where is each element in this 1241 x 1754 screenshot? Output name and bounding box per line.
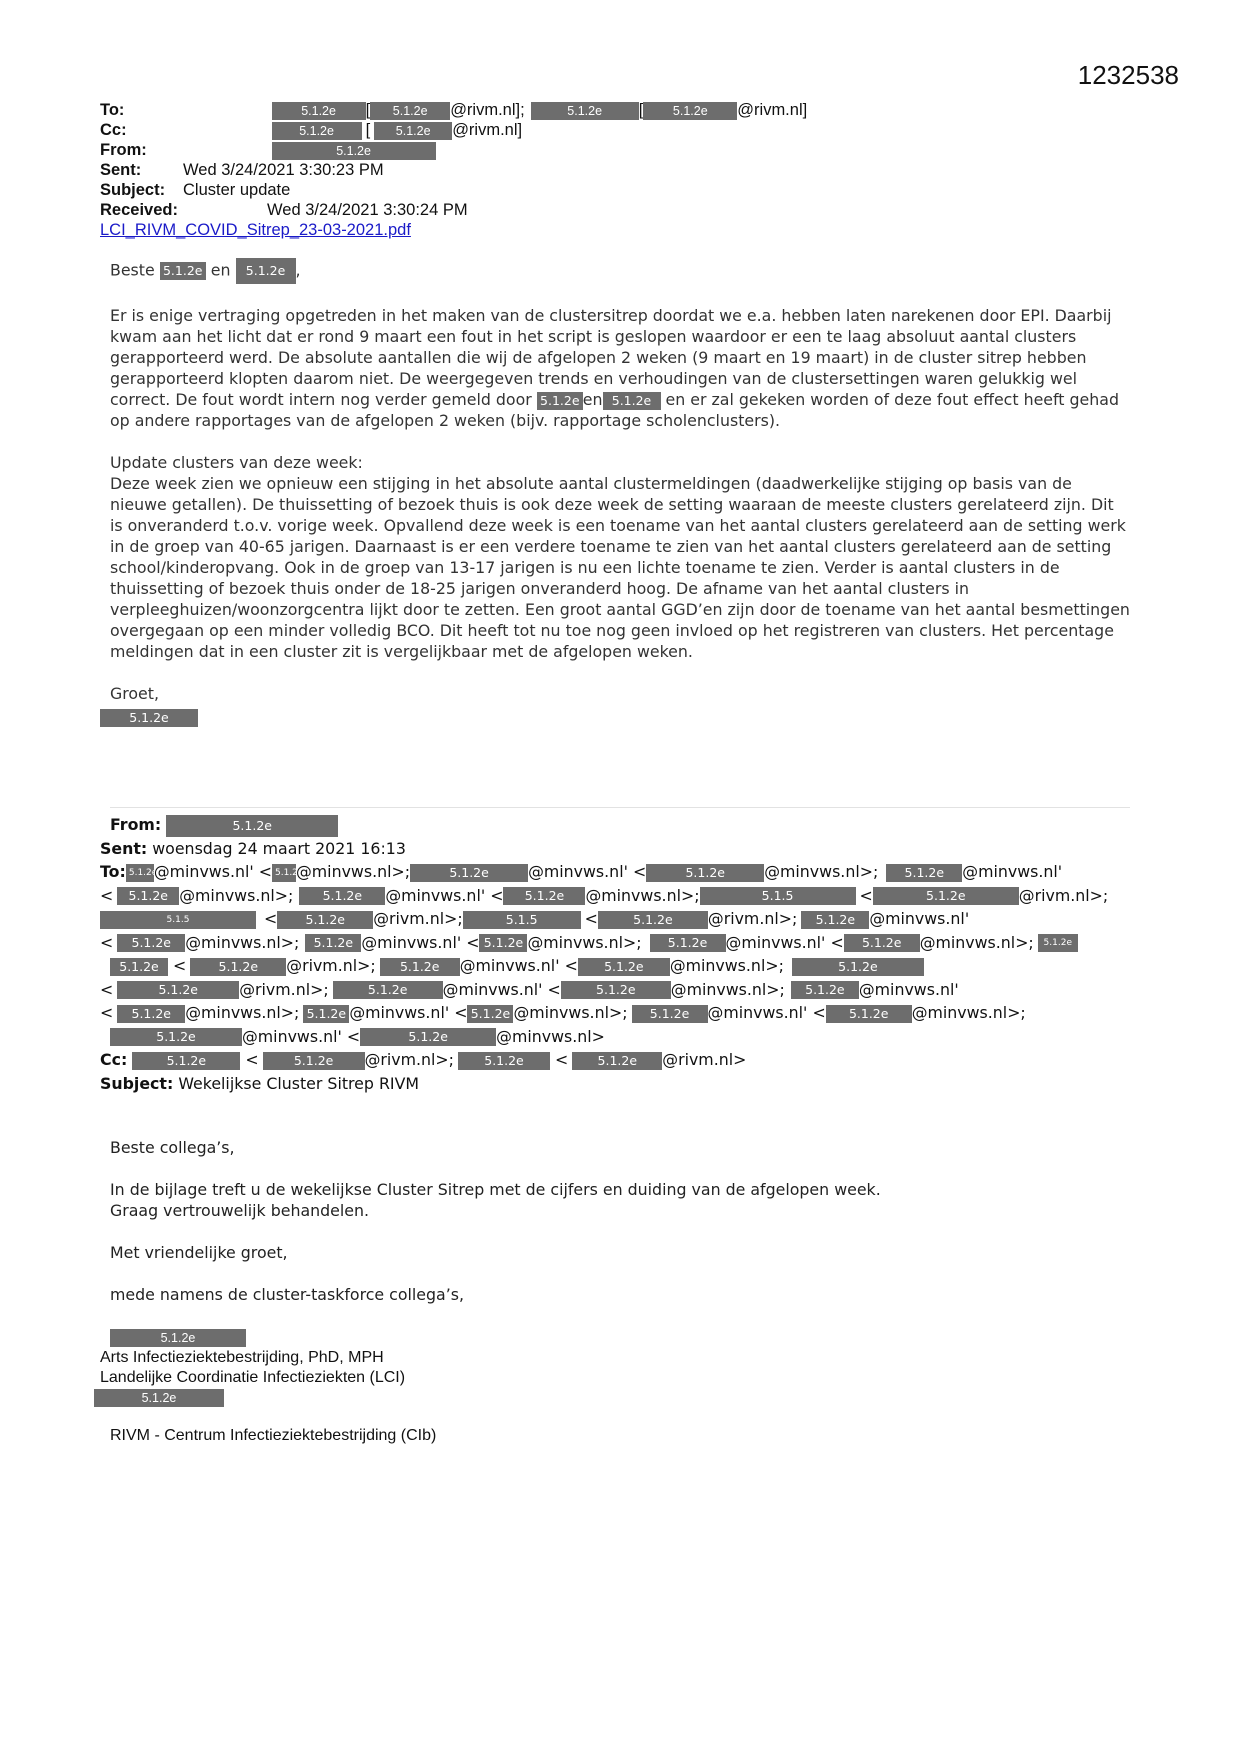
redaction-box: 5.1.2e [94, 1389, 224, 1407]
fwd-to-line: To: 5.1.2e@minvws.nl' < 5.1.2e@minvws.nl>; 5.1.2e @minvws.nl' < 5.1.2e @minvws.nl>; 5.1.2e @minvws.nl' [100, 862, 1063, 881]
redaction-box: 5.1.2e [166, 815, 338, 837]
redaction-box: 5.1.2e [374, 122, 452, 140]
attachment-link[interactable]: LCI_RIVM_COVID_Sitrep_23-03-2021.pdf [100, 221, 411, 239]
redaction-box: 5.1.2e [236, 258, 296, 284]
rivm-address: @rivm.nl]; [450, 101, 525, 119]
message-body [110, 258, 1130, 727]
fwd-from-label: From: [110, 815, 162, 834]
greeting: Beste 5.1.2e en 5.1.2e , [110, 258, 1130, 284]
to-row: To: 5.1.2e [ 5.1.2e @rivm.nl]; 5.1.2e [ 5.1.2e @rivm.nl] [100, 101, 808, 119]
sent-label: Sent: [100, 161, 142, 179]
redaction-box: 5.1.2e [370, 102, 450, 120]
email-header [100, 100, 807, 240]
greeting: Beste collega’s, [110, 1138, 235, 1157]
document-id: 1232538 [1077, 60, 1179, 90]
forwarded-header: From: 5.1.2e Sent: woensdag 24 maart 2021 16:13 To: 5.1.2e@minvws.nl' < 5.1.2e@minvws.nl>; 5.1.2e @minvws.nl' < 5.1.2e @minvws.nl>; 5.1.2e @minvws.nl' < 5.1.2e @minvws.nl>; 5.1.2e @minvws.nl' < 5.1.2e @minvws.nl>; 5.1.5 < 5.1.2e @rivm.nl>; 5.1.5 < 5.1.2e @rivm.nl>; 5.1.5 < 5.1.2e @rivm.nl>; 5.1.2e @minvws.nl' < 5.1.2e @minvws.nl>; 5.1.2e @minvws.nl' < 5.1.2e @minvws.nl>; 5.1.2e @minvws.nl' < 5.1.2e @minvws.nl>; 5.1.2e 5.1.2e < 5.1.2e @rivm.nl>; 5.1.2e @minvws.nl' < 5.1.2e @minvws.nl>; 5.1.2e < 5.1.2e @rivm.nl>; 5.1.2e @minvws.nl' < 5.1.2e @minvws.nl>; 5.1.2e @minvws.nl' < 5.1.2e @minvws.nl>; 5.1.2e @minvws.nl' < 5.1.2e @minvws.nl>; 5.1.2e @minvws.nl' < 5.1.2e @minvws.nl>; 5.1.2e @minvws.nl' < 5.1.2e @minvws.nl> Cc: 5.1.2e < 5.1.2e @rivm.nl>; 5.1.2e < 5.1.2e @rivm.nl> Subject: Wekelijkse Cluster Sitrep RIVM [100, 813, 1130, 1095]
attachment-row [100, 220, 807, 240]
from-row [100, 140, 807, 160]
paragraph: Update clusters van deze week: Deze week zien we opnieuw een stijging in het absolute aantal clustermeldingen (daadwerkelijke stijging op basis van de nieuwe getallen). De thuissetting of bezoek thuis is ook deze week de setting waaraan de meeste clusters gerelateerd zijn. Dit is onveranderd t.o.v. vorige week. Opvallend deze week is een toename van het aantal clusters gerelateerd aan de setting werk in de groep van 40-65 jarigen. Daarnaast is er een verdere toename te zien van het aantal clusters gerelateerd aan de setting school/kinderopvang. Ook in de groep van 13-17 jarigen is nu een lichte toename te zien. Verder is aantal clusters in de thuissetting of bezoek thuis onder de 18-25 jarigen onveranderd hoog. De afname van het aantal clusters in verpleeghuizen/woonzorgcentra lijkt door te zetten. Een groot aantal GGD’en zijn door de toename van het aantal besmettingen overgegaan op een minder volledig BCO. Dit heeft tot nu toe nog geen invloed op het registreren van clusters. Het percentage meldingen dat in een cluster zit is vergelijkbaar met de afgelopen weken. [110, 453, 1130, 661]
forwarded-body [110, 1137, 1130, 1326]
from-label: From: [100, 141, 147, 159]
redaction-box: 5.1.2e [160, 262, 206, 280]
fwd-sent-value: woensdag 24 maart 2021 16:13 [152, 838, 406, 858]
received-row [100, 200, 807, 220]
closing: Met vriendelijke groet, [110, 1243, 288, 1262]
signature-title: Arts Infectieziektebestrijding, PhD, MPH [100, 1349, 384, 1366]
subject-label: Subject: [100, 181, 166, 199]
paragraph: Er is enige vertraging opgetreden in het maken van de clustersitrep doordat we e.a. hebben laten narekenen door EPI. Daarbij kwam aan het licht dat er rond 9 maart een fout in het script is geslopen waardoor er een te laag absoluut aantal clusters gerapporteerd werd. De absolute aantallen die wij de afgelopen 2 weken (9 maart en 19 maart) in de cluster sitrep hebben gerapporteerd klopten daarom niet. De weergegeven trends en verhoudingen van de clustersettingen waren gelukkig wel correct. De fout wordt intern nog verder gemeld door 5.1.2e en 5.1.2e en er zal gekeken worden of deze fout effect heeft gehad op andere rapportages van de afgelopen 2 weken (bijv. rapportage scholenclusters). [110, 306, 1119, 430]
fwd-cc-line: Cc: 5.1.2e < 5.1.2e @rivm.nl>; 5.1.2e < 5.1.2e @rivm.nl> [100, 1050, 747, 1069]
paragraph: In de bijlage treft u de wekelijkse Cluster Sitrep met de cijfers en duiding van de afgelopen week. Graag vertrouwelijk behandelen. [110, 1180, 881, 1220]
cc-row: Cc: 5.1.2e [ 5.1.2e @rivm.nl] [100, 121, 523, 139]
signature-institute: RIVM - Centrum Infectieziektebestrijding (CIb) [110, 1427, 437, 1444]
closing: Groet, [110, 684, 159, 703]
fwd-sent-label: Sent: [100, 838, 148, 858]
fwd-to-label: To: [100, 862, 126, 881]
redaction-box: 5.1.2e [603, 392, 661, 410]
redaction-box: 5.1.2e [272, 122, 362, 140]
subject-row [100, 180, 807, 200]
rivm-address: @rivm.nl] [452, 121, 523, 139]
divider [110, 807, 1130, 808]
received-label: Received: [100, 201, 178, 219]
subject-value: Cluster update [183, 181, 291, 199]
rivm-address: @rivm.nl] [737, 101, 808, 119]
taskforce-note: mede namens de cluster-taskforce collega’s, [110, 1285, 464, 1304]
redaction-box: 5.1.2e [643, 102, 737, 120]
received-value: Wed 3/24/2021 3:30:24 PM [267, 201, 468, 219]
fwd-subject-label: Subject: [100, 1073, 174, 1093]
redaction-box: 5.1.2e [537, 392, 583, 410]
cc-label: Cc: [100, 121, 127, 139]
signature [100, 1328, 405, 1408]
redaction-box: 5.1.2e [110, 1329, 246, 1347]
redaction-box: 5.1.2e [531, 102, 639, 120]
redaction-box: 5.1.2e [272, 102, 366, 120]
redaction-box: 5.1.2e [100, 709, 198, 727]
fwd-subject-value: Wekelijkse Cluster Sitrep RIVM [178, 1073, 420, 1093]
sent-value: Wed 3/24/2021 3:30:23 PM [183, 161, 384, 179]
redaction-box: 5.1.2e [272, 142, 436, 160]
to-label: To: [100, 101, 125, 119]
sent-row [100, 160, 807, 180]
signature-org: Landelijke Coordinatie Infectieziekten (LCI) [100, 1369, 406, 1386]
fwd-cc-label: Cc: [100, 1050, 128, 1069]
